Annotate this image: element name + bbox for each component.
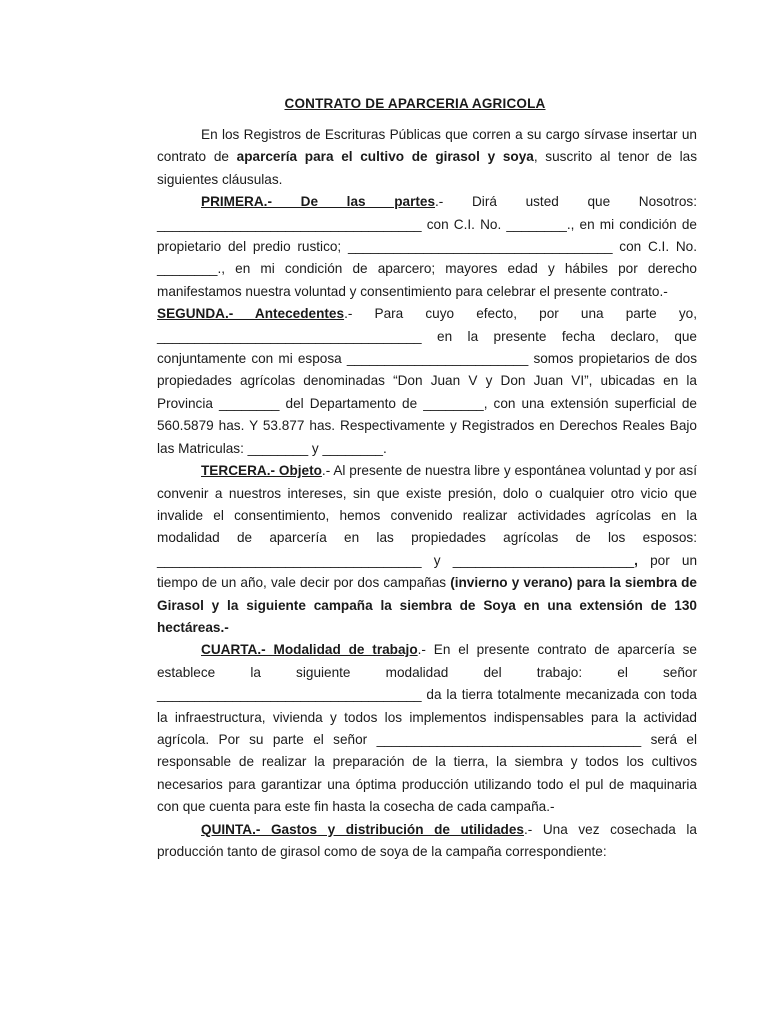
clause-segunda-text: .- Para cuyo efecto, por una parte yo, ___________________________________ en la presente fecha declaro, que conjuntamente con mi esposa ________________________ somos propietarios de dos propiedades agrícolas denominadas “Don Juan V y Don Juan VI”, ubicadas en la Provincia ________ del Departamento de ________, con una extensión superficial de 560.5879 has. Y 53.877 has. Respectivamente y Registrados en Derechos Reales Bajo las Matriculas: ________ y ________. — [157, 306, 697, 456]
clause-cuarta-heading: CUARTA.- Modalidad de trabajo — [201, 642, 418, 658]
clause-cuarta — [157, 639, 697, 818]
intro-emphasis: aparcería para el cultivo de girasol y soya — [236, 149, 534, 165]
clause-quinta-text: .- Una vez cosechada la producción tanto de girasol como de soya de la campaña correspondiente: — [157, 821, 697, 859]
clause-primera-heading: PRIMERA.- De las partes — [201, 194, 436, 210]
clause-cuarta-text: .- En el presente contrato de aparcería se establece la siguiente modalidad del trabajo: el señor ___________________________________ da la tierra totalmente mecanizada con toda la infraestructura, vivienda y todos los implementos indispensables para la actividad agrícola. Por su parte el señor ___________________________________ será el responsable de realizar la preparación de la tierra, la siembra y todos los cultivos necesarios para garantizar una óptima producción utilizando todo el pul de maquinaria con que cuenta para este fin hasta la cosecha de cada campaña.- — [157, 642, 697, 815]
clause-tercera-comma: , — [634, 552, 638, 568]
clause-tercera-heading: TERCERA.- Objeto — [201, 463, 322, 479]
clause-primera — [157, 191, 697, 303]
intro-paragraph — [157, 124, 697, 191]
clause-quinta — [157, 819, 697, 864]
clause-quinta-heading: QUINTA.- Gastos y distribución de utilidades — [201, 821, 524, 837]
intro-text: En los Registros de Escrituras Públicas que corren a su cargo sírvase insertar un contrato de — [157, 127, 697, 165]
clause-primera-text: .- Dirá usted que Nosotros: ___________________________________ con C.I. No. ________., en mi condición de propietario del predio rustico; ___________________________________ con C.I. No. ________., en mi condición de aparcero; mayores edad y hábiles por derecho manifestamos nuestra voluntad y consentimiento para celebrar el presente contrato.- — [157, 194, 697, 299]
intro-text-end: , suscrito al tenor de las siguientes cláusulas. — [157, 149, 697, 187]
clause-segunda-heading: SEGUNDA.- Antecedentes — [157, 306, 345, 322]
clause-segunda — [157, 303, 697, 460]
clause-tercera-emphasis: (invierno y verano) para la siembra de Girasol y la siguiente campaña la siembra de Soya en una extensión de 130 hectáreas.- — [157, 575, 697, 635]
clause-tercera-text: .- Al presente de nuestra libre y espontánea voluntad y por así convenir a nuestros intereses, sin que existe presión, dolo o cualquier otro vicio que invalide el consentimiento, hemos convenido realizar actividades agrícolas en la modalidad de aparcería en las propiedades agrícolas de los esposos: ___________________________________ y ________________________ — [157, 463, 697, 568]
document-title: CONTRATO DE APARCERIA AGRICOLA — [284, 96, 546, 111]
clause-tercera — [157, 460, 697, 639]
document-body — [157, 124, 697, 863]
clause-tercera-text-2: por un tiempo de un año, vale decir por dos campañas — [157, 552, 698, 591]
